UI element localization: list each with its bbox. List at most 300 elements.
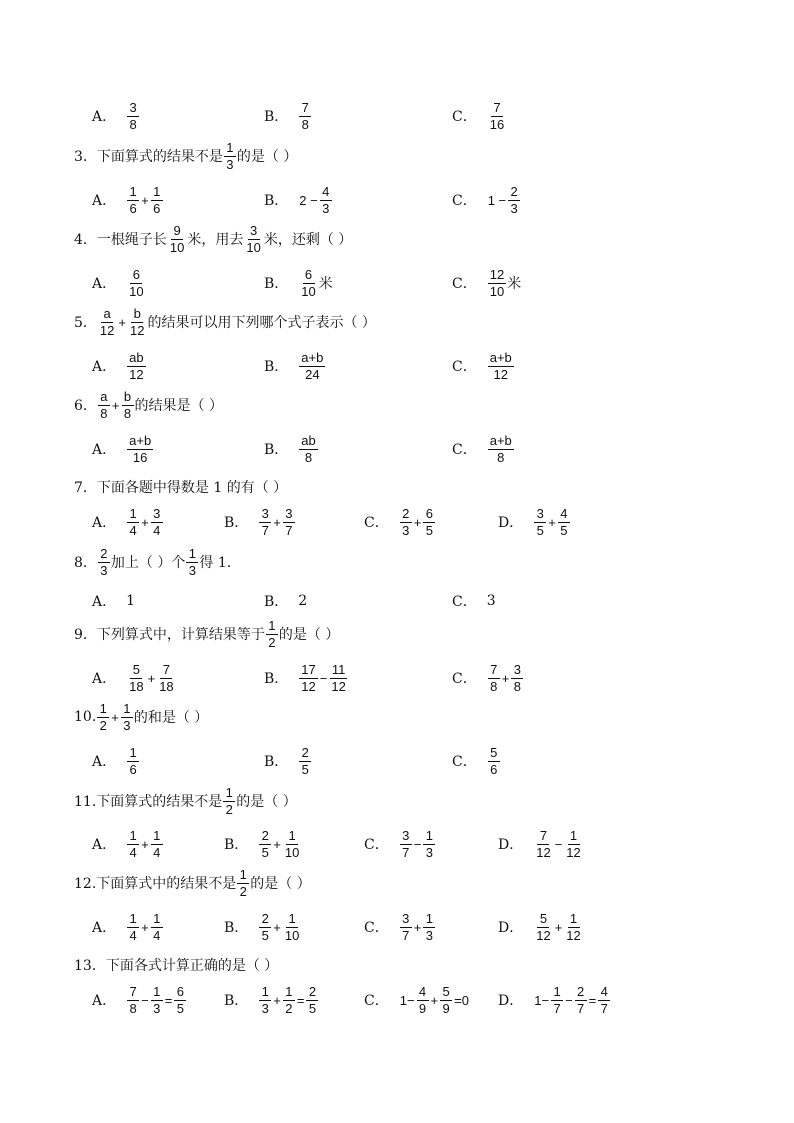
fraction-denominator: 10 — [301, 283, 316, 299]
math-operator: − — [565, 992, 573, 1008]
fraction — [127, 507, 139, 538]
question-text: 3．下面算式的结果不是 — [74, 149, 223, 165]
fraction-numerator: 3 — [248, 224, 260, 240]
question-3 — [74, 141, 297, 171]
fraction — [127, 912, 139, 943]
fraction-numerator: 3 — [127, 101, 139, 117]
q10-option-c[interactable] — [452, 743, 501, 779]
q7-option-b[interactable] — [224, 504, 296, 540]
math-operator: + — [141, 919, 149, 935]
fraction-numerator: 1 — [223, 786, 235, 802]
fraction-numerator: 2 — [306, 985, 318, 1001]
math-operator: + — [118, 314, 126, 330]
math-operator: + — [273, 919, 281, 935]
fraction-denominator: 16 — [489, 116, 505, 132]
option-label: B． — [264, 442, 289, 458]
question-text: 6． — [74, 398, 97, 414]
fraction — [534, 912, 552, 943]
q2-option-b[interactable] — [264, 98, 312, 134]
fraction — [283, 985, 295, 1016]
fraction-denominator: 6 — [129, 200, 137, 216]
fraction-numerator: 1 — [127, 185, 139, 201]
fraction-numerator: a+b — [301, 349, 324, 365]
option-label: A． — [92, 671, 117, 687]
question-text: 1 — [126, 593, 136, 609]
fraction-numerator: 7 — [488, 663, 500, 679]
question-text: 的是（ ） — [236, 794, 297, 810]
fraction — [423, 829, 435, 860]
q4-option-a[interactable] — [92, 265, 147, 301]
fraction — [400, 912, 412, 943]
q7-option-c[interactable] — [364, 504, 436, 540]
q7-option-d[interactable] — [498, 504, 571, 540]
fraction — [299, 268, 317, 299]
math-operator: + — [501, 670, 510, 686]
fraction-numerator: 1 — [127, 829, 139, 845]
fraction-numerator: 1 — [568, 912, 580, 928]
fraction — [423, 912, 435, 943]
question-text: 加上（ ）个 — [110, 555, 186, 571]
option-label: A． — [92, 993, 117, 1009]
fraction — [98, 547, 110, 578]
question-text: 的是（ ） — [278, 627, 340, 643]
fraction-denominator: 7 — [577, 1000, 585, 1016]
fraction — [97, 702, 109, 733]
option-label: C． — [452, 193, 477, 209]
math-operator: + — [430, 992, 439, 1008]
option-label: A． — [92, 920, 117, 936]
fraction-denominator: 8 — [123, 405, 132, 421]
fraction — [266, 619, 278, 650]
fraction — [151, 507, 163, 538]
fraction-numerator: b — [131, 307, 143, 323]
question-9 — [74, 619, 339, 649]
fraction-denominator: 3 — [510, 200, 518, 216]
fraction-numerator: 7 — [127, 985, 139, 1001]
question-10 — [74, 702, 208, 732]
fraction — [299, 351, 325, 382]
math-operator: − — [413, 836, 422, 852]
fraction-numerator: 2 — [259, 912, 271, 928]
fraction-denominator: 3 — [425, 927, 433, 943]
fraction-numerator: 1 — [151, 185, 163, 201]
fraction-denominator: 12 — [301, 678, 316, 694]
fraction-numerator: a+b — [489, 349, 512, 365]
fraction-numerator: 1 — [283, 985, 295, 1001]
fraction — [320, 185, 332, 216]
q12-option-c[interactable] — [364, 909, 436, 945]
fraction-denominator: 8 — [129, 116, 137, 132]
question-text: 2 — [298, 593, 308, 609]
q10-option-a[interactable] — [92, 743, 140, 779]
q13-option-a[interactable] — [92, 982, 187, 1018]
fraction-numerator: 11 — [331, 661, 346, 677]
question-text: 4．一根绳子长 — [74, 232, 167, 248]
fraction-denominator: 5 — [560, 522, 568, 538]
fraction — [98, 307, 116, 338]
option-label: C． — [452, 359, 477, 375]
fraction-numerator: 17 — [301, 661, 316, 677]
fraction-denominator: 10 — [489, 283, 505, 299]
math-operator: + — [141, 836, 149, 852]
q3-option-c[interactable] — [452, 182, 521, 218]
option-label: B． — [264, 276, 289, 292]
fraction-numerator: 2 — [400, 507, 412, 523]
question-text: 的是（ ） — [250, 876, 311, 892]
fraction — [259, 507, 271, 538]
fraction-numerator: 1 — [286, 829, 298, 845]
option-label: C． — [452, 442, 477, 458]
fraction — [306, 985, 318, 1016]
fraction — [488, 434, 514, 465]
fraction-denominator: 8 — [304, 449, 313, 465]
question-text: 米 — [507, 276, 522, 292]
option-label: C． — [452, 671, 477, 687]
fraction-denominator: 7 — [285, 522, 293, 538]
fraction — [417, 985, 429, 1016]
fraction — [400, 829, 412, 860]
fraction — [299, 663, 317, 694]
question-4 — [74, 224, 352, 254]
fraction-numerator: 5 — [440, 985, 452, 1001]
option-label: A． — [92, 276, 117, 292]
fraction-numerator: 1 — [151, 829, 163, 845]
question-text: 8． — [74, 555, 97, 571]
q9-option-c[interactable] — [452, 660, 524, 696]
fraction — [127, 746, 139, 777]
fraction-numerator: 5 — [488, 746, 500, 762]
fraction — [127, 351, 145, 382]
option-label: A． — [92, 594, 117, 610]
fraction-denominator: 9 — [442, 1000, 450, 1016]
q8-option-b[interactable] — [264, 583, 307, 619]
q5-option-b[interactable] — [264, 348, 326, 384]
math-operator: = — [164, 992, 173, 1008]
fraction-denominator: 5 — [176, 1000, 184, 1016]
fraction — [283, 829, 301, 860]
fraction-denominator: 12 — [536, 844, 551, 860]
fraction — [299, 746, 311, 777]
math-operator: + — [147, 670, 156, 686]
option-label: C． — [452, 594, 477, 610]
fraction-denominator: 3 — [322, 200, 330, 216]
option-label: A． — [92, 109, 117, 125]
fraction-numerator: ab — [301, 432, 316, 448]
fraction-numerator: 3 — [283, 507, 295, 523]
q2-option-c[interactable] — [452, 98, 507, 134]
fraction-denominator: 3 — [425, 844, 433, 860]
fraction — [259, 829, 271, 860]
fraction-numerator: 4 — [558, 507, 570, 523]
fraction-denominator: 18 — [159, 678, 174, 694]
option-label: B． — [224, 515, 249, 531]
question-text: 米 — [318, 276, 333, 292]
fraction-numerator: 6 — [130, 268, 142, 284]
fraction-denominator: 5 — [425, 522, 433, 538]
fraction-numerator: 7 — [491, 101, 503, 117]
fraction-denominator: 4 — [153, 927, 161, 943]
math-operator: + — [273, 992, 281, 1008]
fraction-denominator: 5 — [308, 1000, 317, 1016]
q8-option-a[interactable] — [92, 583, 135, 619]
fraction — [244, 224, 262, 255]
fraction-numerator: 3 — [400, 912, 412, 928]
fraction-denominator: 2 — [268, 634, 276, 650]
fraction-numerator: 1 — [568, 829, 580, 845]
option-label: A． — [92, 837, 117, 853]
fraction-numerator: 1 — [151, 912, 163, 928]
question-text: 7．下面各题中得数是 1 的有（ ） — [74, 480, 288, 496]
q2-option-a[interactable] — [92, 98, 140, 134]
fraction — [564, 829, 582, 860]
fraction — [440, 985, 452, 1016]
fraction-numerator: 7 — [160, 663, 172, 679]
q12-option-a[interactable] — [92, 909, 164, 945]
fraction — [151, 985, 163, 1016]
fraction-denominator: 12 — [566, 927, 581, 943]
option-label: B． — [224, 920, 249, 936]
question-text: 9．下列算式中，计算结果等于 — [74, 627, 265, 643]
fraction — [128, 307, 146, 338]
fraction — [511, 663, 523, 694]
math-operator: + — [273, 836, 281, 852]
math-operator: + — [548, 514, 556, 530]
question-5 — [74, 307, 376, 337]
option-label: C． — [364, 920, 389, 936]
q5-option-c[interactable] — [452, 348, 515, 384]
fraction-denominator: 10 — [284, 927, 300, 943]
fraction-numerator: 1 — [127, 746, 139, 762]
question-8 — [74, 547, 241, 577]
fraction-numerator: 3 — [534, 507, 546, 523]
math-operator: + — [273, 514, 281, 530]
fraction-numerator: 3 — [259, 507, 271, 523]
math-operator: + — [413, 919, 422, 935]
option-label: D． — [498, 837, 524, 853]
fraction-denominator: 7 — [402, 927, 410, 943]
fraction-denominator: 4 — [129, 522, 137, 538]
fraction — [151, 912, 163, 943]
fraction-denominator: 3 — [123, 717, 131, 733]
q4-option-c[interactable] — [452, 265, 521, 301]
q11-option-b[interactable] — [224, 826, 302, 862]
fraction-denominator: 3 — [188, 562, 196, 578]
q10-option-b[interactable] — [264, 743, 312, 779]
fraction — [299, 434, 317, 465]
question-text: 米，还剩（ ） — [263, 232, 353, 248]
fraction-numerator: 1 — [266, 619, 278, 635]
fraction — [488, 663, 500, 694]
fraction-denominator: 4 — [129, 844, 137, 860]
fraction-denominator: 7 — [600, 1000, 608, 1016]
fraction-denominator: 3 — [402, 522, 410, 538]
fraction-numerator: 5 — [130, 663, 142, 679]
fraction — [564, 912, 582, 943]
q11-option-d[interactable] — [498, 826, 584, 862]
fraction-numerator: a+b — [489, 432, 512, 448]
fraction — [122, 390, 134, 421]
q4-option-b[interactable] — [264, 265, 333, 301]
question-text: 12.下面算式中的结果不是 — [74, 876, 237, 892]
q11-option-a[interactable] — [92, 826, 164, 862]
fraction-denominator: 12 — [331, 678, 346, 694]
fraction — [151, 829, 163, 860]
fraction — [551, 985, 563, 1016]
fraction-numerator: 6 — [174, 985, 186, 1001]
fraction-numerator: 2 — [575, 985, 587, 1001]
fraction-numerator: 4 — [417, 985, 429, 1001]
fraction-denominator: 8 — [497, 449, 505, 465]
fraction — [98, 390, 110, 421]
fraction-denominator: 12 — [493, 366, 508, 382]
question-7 — [74, 472, 287, 502]
fraction-denominator: 3 — [261, 1000, 269, 1016]
math-operator: + — [413, 514, 422, 530]
fraction-denominator: 7 — [402, 844, 410, 860]
question-text: 米，用去 — [187, 232, 244, 248]
fraction-denominator: 3 — [153, 1000, 161, 1016]
q13-option-c[interactable] — [364, 982, 470, 1018]
option-label: B． — [224, 837, 249, 853]
fraction — [174, 985, 186, 1016]
question-text: 的结果可以用下列哪个式子表示（ ） — [147, 315, 376, 331]
q12-option-d[interactable] — [498, 909, 584, 945]
q7-option-a[interactable] — [92, 504, 164, 540]
fraction-numerator: 1 — [186, 547, 198, 563]
fraction-numerator: 2 — [508, 185, 520, 201]
question-text: 的是（ ） — [236, 149, 298, 165]
fraction-numerator: 1 — [127, 912, 139, 928]
question-6 — [74, 390, 223, 420]
fraction-denominator: 24 — [305, 366, 320, 382]
fraction-denominator: 12 — [129, 366, 144, 382]
question-text: 得 1． — [199, 555, 241, 571]
question-text: 13．下面各式计算正确的是（ ） — [74, 958, 279, 974]
math-operator: + — [111, 709, 119, 725]
option-label: C． — [364, 993, 389, 1009]
option-label: D． — [498, 920, 524, 936]
math-operator: + — [141, 514, 149, 530]
fraction-denominator: 2 — [99, 717, 107, 733]
q9-option-b[interactable] — [264, 660, 349, 696]
fraction-denominator: 6 — [153, 200, 161, 216]
option-label: A． — [92, 193, 117, 209]
fraction-denominator: 2 — [239, 883, 247, 899]
fraction-denominator: 7 — [553, 1000, 561, 1016]
question-text: 的结果是（ ） — [134, 398, 223, 414]
fraction-denominator: 10 — [246, 239, 261, 255]
math-operator: 1− — [399, 992, 415, 1008]
fraction-denominator: 12 — [99, 322, 115, 338]
option-label: B． — [224, 993, 249, 1009]
fraction-denominator: 8 — [513, 678, 521, 694]
fraction-denominator: 10 — [284, 844, 300, 860]
fraction-denominator: 3 — [100, 562, 108, 578]
fraction-numerator: 1 — [151, 985, 163, 1001]
fraction-numerator: a+b — [129, 432, 152, 448]
fraction-denominator: 8 — [301, 116, 309, 132]
q13-option-b[interactable] — [224, 982, 319, 1018]
fraction — [259, 912, 271, 943]
question-11 — [74, 786, 297, 816]
fraction-numerator: 4 — [320, 185, 332, 201]
fraction-numerator: b — [122, 390, 134, 406]
fraction — [127, 268, 145, 299]
q6-option-a[interactable] — [92, 431, 154, 467]
fraction-denominator: 5 — [261, 927, 269, 943]
fraction — [151, 185, 163, 216]
fraction-denominator: 6 — [129, 761, 137, 777]
fraction — [283, 507, 295, 538]
fraction-numerator: 1 — [423, 912, 435, 928]
fraction — [534, 829, 552, 860]
fraction-numerator: 1 — [423, 829, 435, 845]
fraction — [223, 786, 235, 817]
math-operator: = — [588, 992, 597, 1008]
fraction-denominator: 2 — [225, 801, 233, 817]
fraction-numerator: a — [101, 307, 113, 323]
option-label: A． — [92, 754, 117, 770]
fraction — [168, 224, 186, 255]
fraction-numerator: 7 — [299, 101, 311, 117]
fraction-denominator: 9 — [418, 1000, 427, 1016]
fraction — [283, 912, 301, 943]
q13-option-d[interactable] — [498, 982, 611, 1018]
fraction — [127, 829, 139, 860]
question-text: 10. — [74, 709, 97, 725]
q11-option-c[interactable] — [364, 826, 436, 862]
fraction-denominator: 5 — [301, 761, 309, 777]
q3-option-b[interactable] — [264, 182, 333, 218]
fraction-denominator: 5 — [261, 844, 269, 860]
fraction — [186, 547, 198, 578]
fraction-numerator: 1 — [97, 702, 109, 718]
q8-option-c[interactable] — [452, 583, 496, 619]
fraction-denominator: 2 — [285, 1000, 293, 1016]
fraction — [299, 101, 311, 132]
fraction — [259, 985, 271, 1016]
option-label: C． — [452, 276, 477, 292]
option-label: B． — [264, 359, 289, 375]
math-operator: − — [319, 670, 328, 686]
fraction-numerator: a — [98, 390, 110, 406]
fraction-numerator: 4 — [598, 985, 610, 1001]
fraction-numerator: 2 — [299, 746, 311, 762]
fraction — [575, 985, 587, 1016]
math-operator: + — [111, 397, 120, 413]
q5-option-a[interactable] — [92, 348, 147, 384]
q6-option-b[interactable] — [264, 431, 319, 467]
q6-option-c[interactable] — [452, 431, 515, 467]
fraction-denominator: 6 — [490, 761, 498, 777]
fraction-denominator: 5 — [536, 522, 544, 538]
option-label: B． — [264, 754, 289, 770]
fraction-denominator: 18 — [129, 678, 144, 694]
option-label: C． — [452, 754, 477, 770]
question-text: 5． — [74, 315, 97, 331]
q9-option-a[interactable] — [92, 660, 177, 696]
fraction-numerator: 7 — [537, 829, 549, 845]
fraction-denominator: 12 — [129, 322, 145, 338]
fraction — [127, 185, 139, 216]
fraction-numerator: 3 — [151, 507, 163, 523]
fraction — [157, 663, 175, 694]
q12-option-b[interactable] — [224, 909, 302, 945]
option-label: A． — [92, 515, 117, 531]
fraction-numerator: 1 — [237, 868, 249, 884]
option-label: D． — [498, 993, 524, 1009]
q3-option-a[interactable] — [92, 182, 164, 218]
